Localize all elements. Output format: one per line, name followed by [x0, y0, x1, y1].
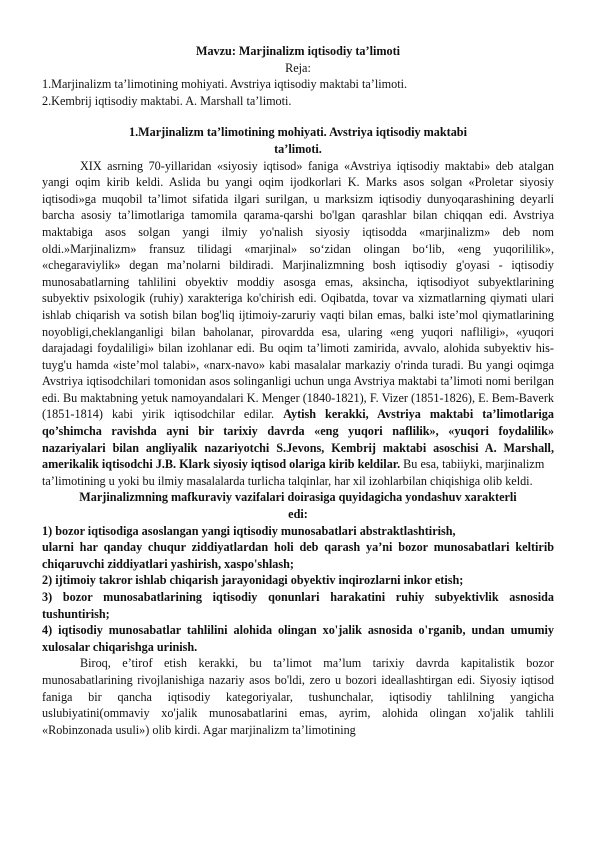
task-item-2: 2) ijtimoiy takror ishlab chiqarish jarayonidagi obyektiv inqirozlarni inkor etish; [42, 573, 464, 588]
task-item-1-continuation: ularni har qanday chuqur ziddiyatlardan holi deb qarash ya’ni bozor munosabatlari keltirib chiqaruvchi ziddiyatlari yashirish, xaspo'shlash; [42, 540, 554, 571]
intro-paragraph-bold-text: Aytish kerakki, Avstriya maktabi ta’limotlariga qo’shimcha ravishda ayni bir tarixiy davrda «eng yuqori naflilik», «yuqori foydalilik» nazariyalari bilan angliyalik nazariyotchi S.Jevons, Kembrij maktabi asoschisi A. Marshall, amerikalik iqtisodchi J.B. Klark siyosiy iqtisod olariga kirib keldilar. [42, 407, 554, 472]
spacer [42, 109, 554, 124]
tasks-heading-line-2: edi: [288, 507, 308, 522]
plan-label: Reja: [285, 60, 311, 75]
continuation-paragraph: ta’limotining u yoki bu ilmiy masalalarda turlicha talqinlar, har xil izohlarbilan chiqishiga olib keldi. [42, 473, 533, 488]
task-item-1: 1) bozor iqtisodiga asoslangan yangi iqtisodiy munosabatlari abstraktlashtirish, [42, 523, 456, 538]
task-item-4: 4) iqtisodiy munosabatlar tahlilini alohida olingan xo'jalik asnosida o'rganib, undan umumiy xulosalar chiqarishga urinish. [42, 623, 554, 654]
section-heading-line-2: ta’limoti. [274, 141, 322, 156]
plan-item-1: 1.Marjinalizm ta’limotining mohiyati. Avstriya iqtisodiy maktabi ta’limoti. [42, 77, 408, 92]
intro-paragraph-tail: Bu esa, tabiiyki, marjinalizm [400, 457, 545, 472]
section-heading-line-1: 1.Marjinalizm ta’limotining mohiyati. Avstriya iqtisodiy maktabi [129, 125, 467, 140]
closing-paragraph: Biroq, e’tirof etish kerakki, bu ta’limot ma’lum tarixiy davrda kapitalistik bozor munosabatlarining rivojlanishiga nazariy asos bo'ldi, zero u bozori ideallashtirgan edi. Siyosiy iqtisod faniga bir qancha iqtisodiy kategoriyalar, tushunchalar, iqtisodiy tahlilning yangicha uslubiyatini(ommaviy xo'jalik munosabatlarini emas, ayrim, alohida olingan xo'jalik tahlili «Robinzonada usuli») olib kirdi. Agar marjinalizm ta’limotining [42, 656, 554, 737]
plan-item-2: 2.Kembrij iqtisodiy maktabi. A. Marshall ta’limoti. [42, 93, 292, 108]
tasks-heading-line-1: Marjinalizmning mafkuraviy vazifalari doirasiga quyidagicha yondashuv xarakterli [79, 490, 517, 505]
intro-paragraph [42, 158, 554, 473]
intro-paragraph-text: XIX asrning 70-yillaridan «siyosiy iqtisod» faniga «Avstriya iqtisodiy maktabi» deb atalgan yangi oqim kirib keldi. Aslida bu yangi oqim ijodkorlari K. Marks asos solgan «Proletar siyosiy iqtisodi»ga muqobil ta’limot sifatida ilgari surilgan, u marksizm iqtisodiy dunyoqarashining deyarli barcha asosiy ta’limotlariga tamomila qarama-qarshi bo'lgan qarashlar bilan chiqqan edi. Avstriya maktabiga asos solgan yangi ilmiy yo'nalish siyosiy iqtisodda «marjinalizm» deb nom oldi.»Marjinalizm» fransuz tilidagi «marjinal» so‘zidan olingan bo‘lib, «eng yuqorililik», «chegaraviylik» degan ma’nolarni bildiradi. Marjinalizmning bosh iqtisodiy g'oyasi - iqtisodiy munosabatlarning tahlilini obyektiv moddiy asosga emas, aksincha, iqtisodiyot subyektlarining subyektiv psixologik (ruhiy) xarakteriga ko'chirish edi. Oqibatda, tovar va xizmatlarning qiymati ulari ishlab chiqarish va sotish bilan bog'liq ijtimoiy-zaruriy vaqti bilan emas, balki iste’mol qiymatlarining noyobligi,cheklanganligi bilan baholanar, pirovardda esa, ularing «eng yuqori nafliligi», «yuqori darajadagi foydaliligi» bilan izohlanar edi. Bu oqim ta’limoti zamirida, avvalo, alohida subyektiv his-tuyg'u hamda «iste’mol talabi», «narx-navo» kabi masalalar markaziy o'rinda turadi. Bu yangi oqimga Avstriya iqtisodchilari tomonidan asos solinganligi uchun unga Avstriya maktabi ta’limoti nomi berilgan edi. Bu maktabning yetuk namoyandalari K. Menger (1840-1821), F. Vizer (1851-1826), E. Bem-Baverk (1851-1814) kabi yirik iqtisodchilar edilar. [42, 158, 554, 422]
document-title: Mavzu: Marjinalizm iqtisodiy ta’limoti [195, 44, 401, 58]
task-item-3: 3) bozor munosabatlarining iqtisodiy qonunlari harakatini ruhiy subyektivlik asnosida tushuntirish; [42, 590, 554, 621]
